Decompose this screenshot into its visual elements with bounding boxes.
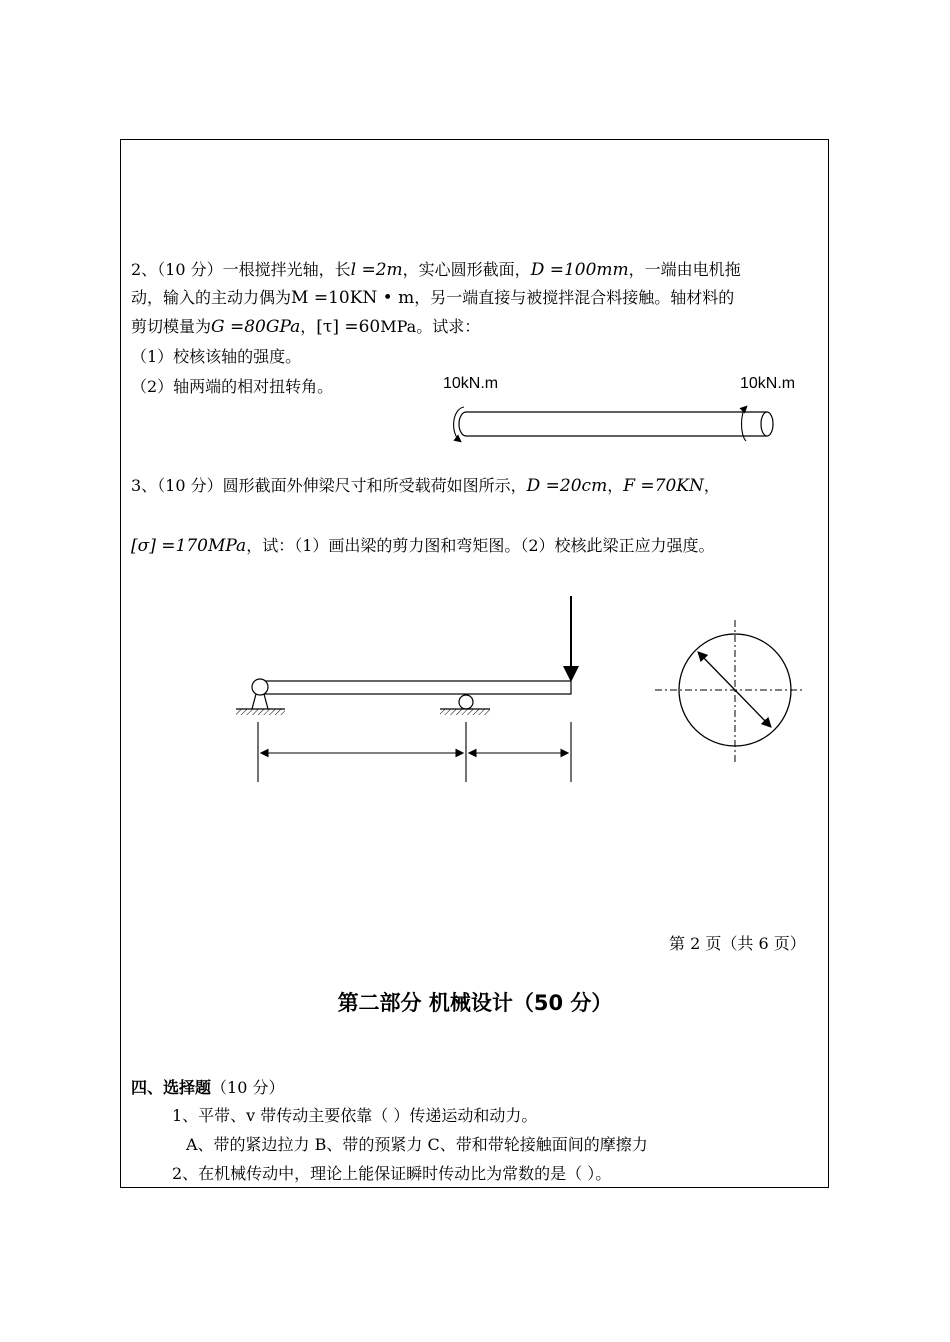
pin-support-joint bbox=[252, 679, 268, 695]
beam-figure bbox=[230, 590, 590, 790]
q2-couple: M =10KN • m bbox=[291, 288, 415, 308]
shaft-torque-left-label: 10kN.m bbox=[443, 375, 499, 392]
part4-q2: 2、在机械传动中，理论上能保证瞬时传动比为常数的是（ ）。 bbox=[172, 1164, 612, 1183]
q3-allowable-stress: [σ] =170MPa bbox=[131, 536, 247, 556]
q3-diameter: D =20cm bbox=[526, 476, 608, 496]
beam-body bbox=[260, 681, 571, 694]
page-number: 第 2 页（共 6 页） bbox=[669, 934, 806, 953]
q2-item1: （1）校核该轴的强度。 bbox=[131, 347, 302, 366]
q2-line1: 2、（10 分）一根搅拌光轴，长l =2m，实心圆形截面，D =100mm，一端由电机拖 bbox=[131, 260, 741, 280]
q2-length: l =2m bbox=[350, 260, 403, 280]
q2-diameter: D =100mm bbox=[530, 260, 629, 280]
roller-support-hatch bbox=[440, 709, 490, 715]
part4-q1-options: A、带的紧边拉力 B、带的预紧力 C、带和带轮接触面间的摩擦力 bbox=[186, 1135, 648, 1154]
shaft-right-end bbox=[761, 412, 773, 436]
q2-item2: （2）轴两端的相对扭转角。 bbox=[131, 377, 334, 396]
section-title: 第二部分 机械设计（50 分） bbox=[337, 991, 613, 1015]
q3-line2: [σ] =170MPa，试：（1）画出梁的剪力图和弯矩图。（2）校核此梁正应力强度。 bbox=[131, 536, 715, 556]
part4-heading: 四、选择题（10 分） bbox=[131, 1078, 285, 1097]
q3-line1: 3、（10 分）圆形截面外伸梁尺寸和所受载荷如图所示，D =20cm，F =70KN， bbox=[131, 476, 720, 496]
q2-shear-modulus: G =80GPa bbox=[211, 317, 301, 337]
q2-line3: 剪切模量为G =80GPa，[τ] =60MPa。试求： bbox=[131, 317, 481, 337]
shaft-torque-right-label: 10kN.m bbox=[740, 375, 796, 392]
shaft-figure bbox=[440, 395, 790, 455]
q3-force: F =70KN bbox=[623, 476, 704, 496]
cross-section-figure bbox=[650, 615, 810, 765]
q2-line2: 动，输入的主动力偶为M =10KN • m，另一端直接与被搅拌混合料接触。轴材料的 bbox=[131, 288, 735, 308]
shaft-left-end bbox=[459, 412, 466, 436]
pin-support-hatch bbox=[236, 709, 285, 715]
q2-allowable-shear: [τ] =60 bbox=[316, 317, 381, 337]
roller-support bbox=[459, 695, 473, 709]
part4-q1: 1、平带、v 带传动主要依靠（ ）传递运动和动力。 bbox=[172, 1106, 538, 1125]
